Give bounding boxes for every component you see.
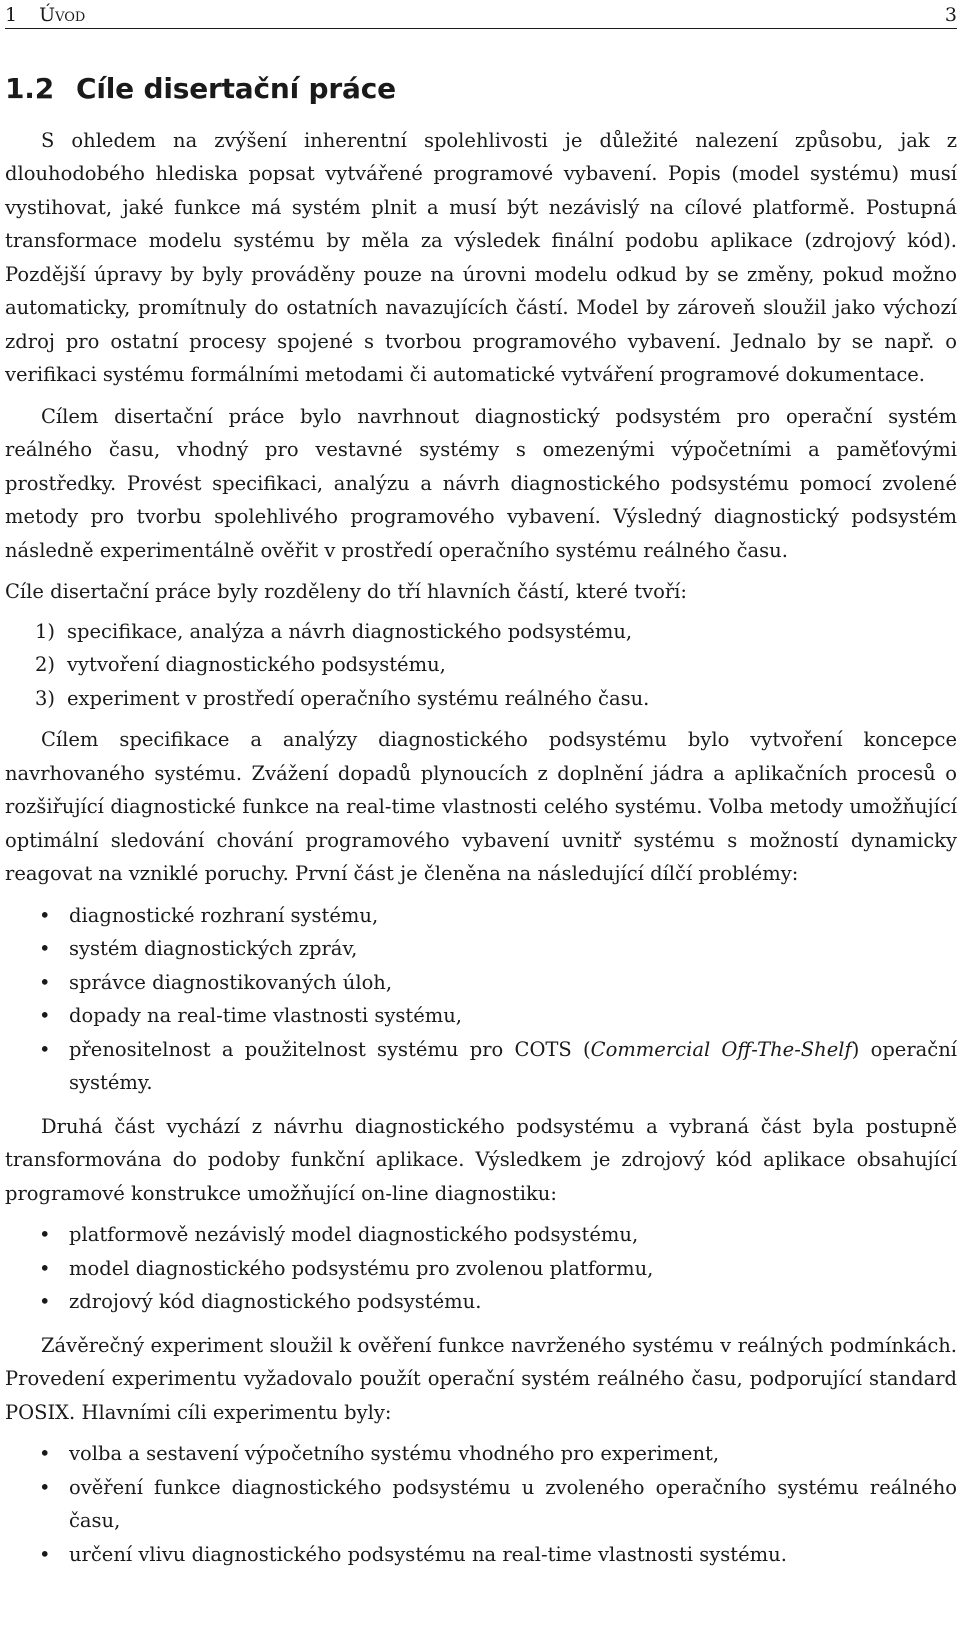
list-item — [39, 966, 957, 1000]
bullet-icon: • — [39, 1256, 51, 1280]
list-item-text: určení vlivu diagnostického podsystému na real-time vlastnosti systému. — [69, 1542, 787, 1566]
list-item-text: zdrojový kód diagnostického podsystému. — [69, 1290, 482, 1314]
header-chapter — [5, 0, 85, 30]
bullet-icon: • — [39, 1037, 51, 1061]
list-item-text: dopady na real-time vlastnosti systému, — [69, 1004, 462, 1028]
bullet-icon: • — [39, 1542, 51, 1566]
list-item-text: systém diagnostických zpráv, — [69, 937, 358, 961]
list-item-text-after: ) operační systémy. — [69, 1037, 958, 1095]
paragraph-parts: Cíle disertační práce byly rozděleny do tří hlavních částí, které tvoří: — [5, 580, 687, 604]
list-item — [39, 1252, 957, 1286]
list-item — [35, 648, 957, 682]
list-number: 1) — [35, 619, 56, 643]
list-item — [39, 1538, 957, 1572]
document-page — [5, 0, 957, 1581]
list-item-emphasis: Commercial Off-The-Shelf — [590, 1037, 852, 1061]
section-heading — [5, 72, 957, 106]
list-item — [39, 1437, 957, 1471]
list-item-text: volba a sestavení výpočetního systému vhodného pro experiment, — [69, 1442, 720, 1466]
list-item — [39, 1033, 958, 1100]
parts-list — [5, 615, 957, 716]
running-header — [5, 0, 957, 29]
list-item — [35, 615, 957, 649]
problems-list — [5, 899, 957, 1100]
bullet-icon: • — [39, 937, 51, 961]
paragraph-second-part: Druhá část vychází z návrhu diagnostického podsystému a vybraná část byla postupně transformována do podoby funkční aplikace. Výsledkem je zdrojový kód aplikace obsahující programové konstrukce umožňující on-line diagnostiku: — [5, 1114, 957, 1205]
section-number: 1.2 — [5, 72, 55, 105]
list-item — [35, 682, 957, 716]
bullet-icon: • — [39, 1442, 51, 1466]
bullet-icon: • — [39, 1223, 51, 1247]
paragraph-experiment: Závěrečný experiment sloužil k ověření funkce navrženého systému v reálných podmínkách. Provedení experimentu vyžadovalo použít operační systém reálného času, podporující standard POSIX. Hlavními cíli experimentu byly: — [5, 1333, 957, 1424]
bullet-icon: • — [39, 1004, 51, 1028]
list-item-text: diagnostické rozhraní systému, — [69, 903, 379, 927]
bullet-icon: • — [39, 1290, 51, 1314]
list-number: 2) — [35, 653, 56, 677]
list-item — [39, 999, 957, 1033]
list-item — [39, 932, 957, 966]
list-item-text: správce diagnostikovaných úloh, — [69, 970, 393, 994]
list-item-text: model diagnostického podsystému pro zvolenou platformu, — [69, 1256, 654, 1280]
section-title: Cíle disertační práce — [76, 72, 396, 105]
goals-list — [5, 1437, 957, 1571]
header-page-number: 3 — [944, 4, 957, 26]
paragraph-goal: Cílem disertační práce bylo navrhnout diagnostický podsystém pro operační systém reálného času, vhodný pro vestavné systémy s omezenými výpočetními a paměťovými prostředky. Provést specifikaci, analýzu a návrh diagnostického podsystému pomocí zvolené metody pro tvorbu spolehlivého programového vybavení. Výsledný diagnostický podsystém následně experimentálně ověřit v prostředí operačního systému reálného času. — [5, 404, 957, 562]
paragraph-intro: S ohledem na zvýšení inherentní spolehlivosti je důležité nalezení způsobu, jak z dlouhodobého hlediska popsat vytvářené programové vybavení. Popis (model systému) musí vystihovat, jaké funkce má systém plnit a musí být nezávislý na cílové platformě. Postupná transformace modelu systému by měla za výsledek finální podobu aplikace (zdrojový kód). Pozdější úpravy by byly prováděny pouze na úrovni modelu odkud by se změny, pokud možno automaticky, promítnuly do ostatních navazujících částí. Model by zároveň sloužil jako výchozí zdroj pro ostatní procesy spojené s tvorbou programového vybavení. Jednalo by se např. o verifikaci systému formálními metodami či automatické vytváření programové dokumentace. — [5, 128, 957, 387]
list-item — [39, 899, 957, 933]
outputs-list — [5, 1218, 957, 1319]
list-item-text: vytvoření diagnostického podsystému, — [67, 653, 446, 677]
list-item-text-before: přenositelnost a použitelnost systému pro COTS ( — [69, 1037, 591, 1061]
paragraph-specification: Cílem specifikace a analýzy diagnostického podsystému bylo vytvoření koncepce navrhovaného systému. Zvážení dopadů plynoucích z doplnění jádra a aplikačních procesů o rozšiřující diagnostické funkce na real-time vlastnosti celého systému. Volba metody umožňující optimální sledování chování programového vybavení uvnitř systému s možností dynamicky reagovat na vzniklé poruchy. První část je členěna na následující dílčí problémy: — [5, 728, 957, 886]
list-item-text: specifikace, analýza a návrh diagnostického podsystému, — [67, 619, 633, 643]
list-item — [39, 1285, 957, 1319]
list-item — [39, 1471, 957, 1538]
list-item — [39, 1218, 957, 1252]
header-chapter-number: 1 — [5, 4, 18, 26]
list-item-text: ověření funkce diagnostického podsystému u zvoleného operačního systému reálného času, — [69, 1475, 957, 1533]
bullet-icon: • — [39, 1475, 51, 1499]
header-chapter-title: Úvod — [39, 4, 86, 26]
list-item-text: experiment v prostředí operačního systému reálného času. — [67, 686, 650, 710]
list-number: 3) — [35, 686, 56, 710]
bullet-icon: • — [39, 970, 51, 994]
list-item-text: platformově nezávislý model diagnostického podsystému, — [69, 1223, 639, 1247]
bullet-icon: • — [39, 903, 51, 927]
